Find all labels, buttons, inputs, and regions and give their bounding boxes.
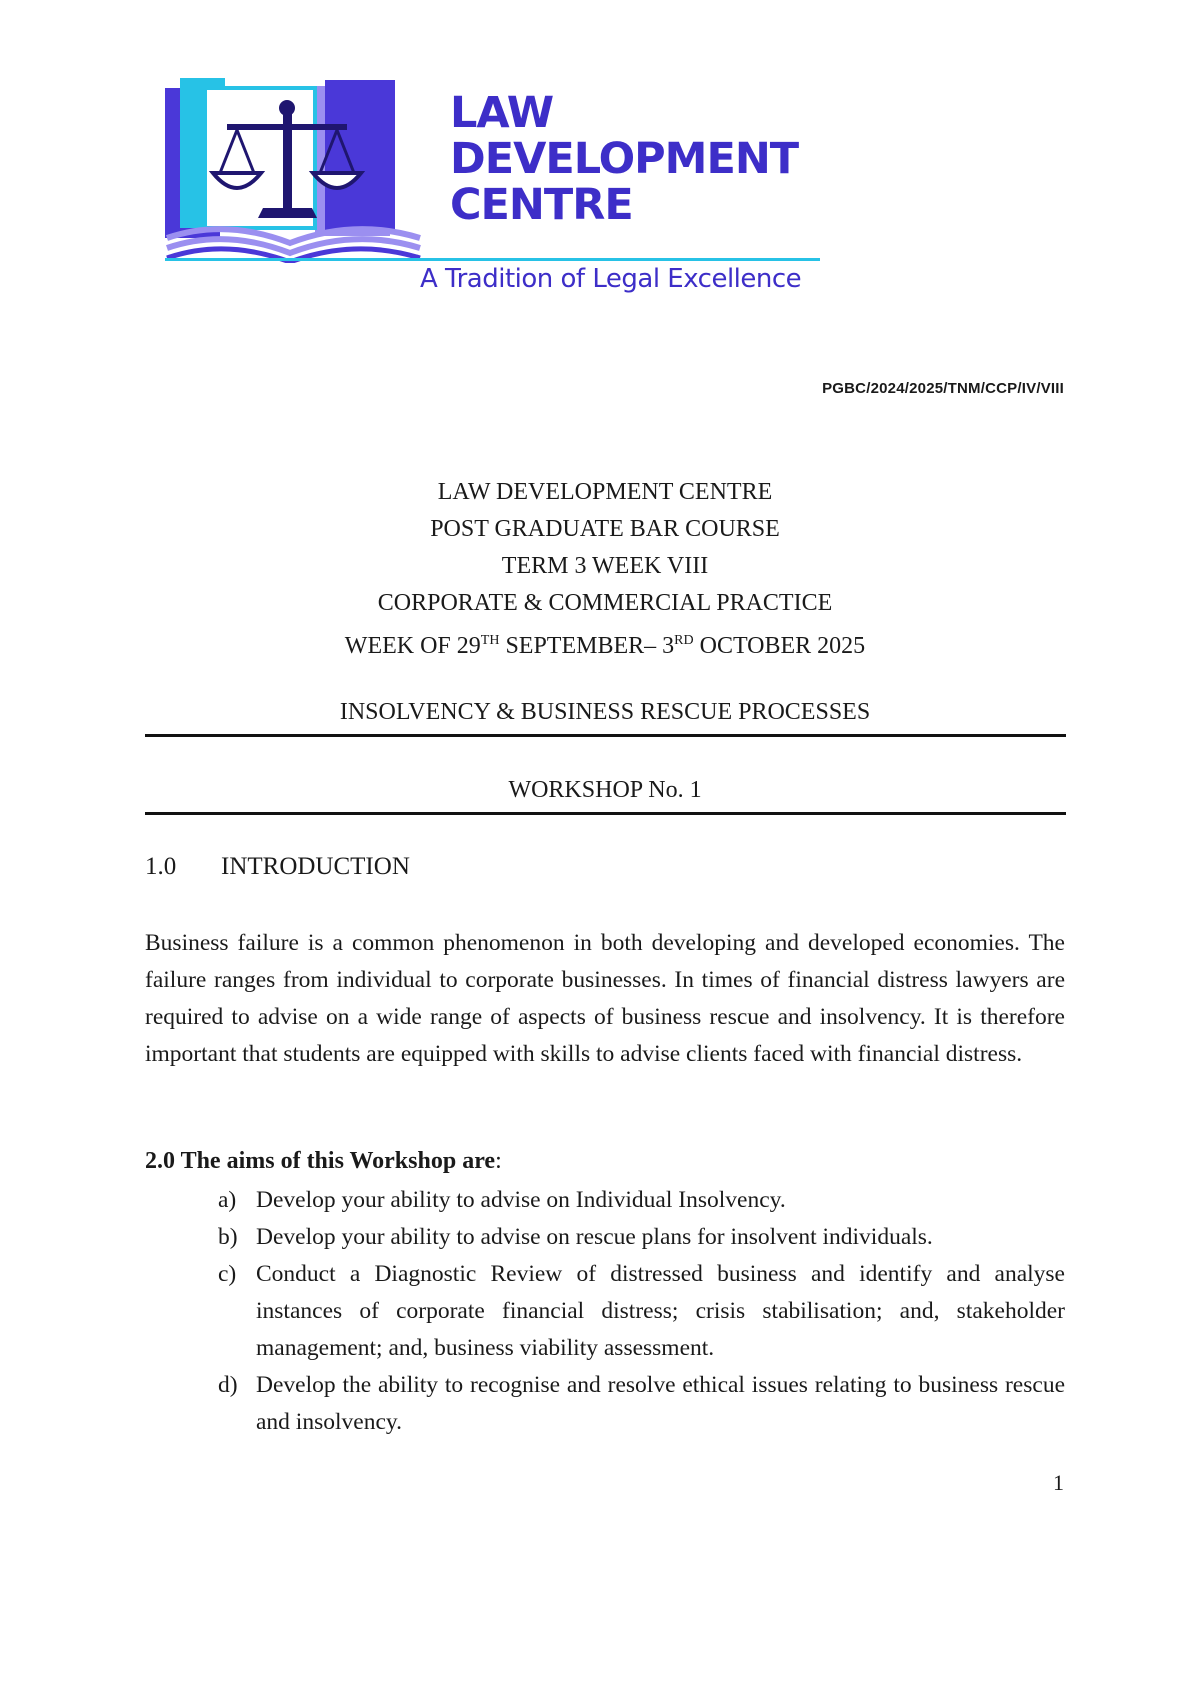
heading-line-1: LAW DEVELOPMENT CENTRE bbox=[437, 479, 773, 505]
section-1-number: 1.0 bbox=[145, 853, 177, 880]
list-marker: b) bbox=[218, 1224, 238, 1250]
divider-2 bbox=[145, 812, 1066, 815]
list-marker: d) bbox=[218, 1372, 238, 1398]
list-text: Develop the ability to recognise and resolve ethical issues relating to business rescue and insolvency. bbox=[256, 1372, 1065, 1435]
list-item bbox=[218, 1219, 1065, 1256]
subject-block bbox=[145, 694, 1065, 731]
section-1-heading bbox=[145, 853, 410, 881]
divider-1 bbox=[145, 734, 1066, 737]
week-sup-1: TH bbox=[480, 633, 500, 648]
list-text: Develop your ability to advise on rescue plans for insolvent individuals. bbox=[256, 1224, 933, 1250]
section-2-colon: : bbox=[495, 1148, 502, 1174]
heading-week-line bbox=[145, 622, 1065, 665]
week-sup-2: RD bbox=[674, 633, 694, 648]
list-item bbox=[218, 1182, 1065, 1219]
section-2-title: 2.0 The aims of this Workshop are bbox=[145, 1148, 496, 1174]
book-scales-icon bbox=[165, 78, 425, 263]
logo-line-2: DEVELOPMENT bbox=[450, 134, 799, 184]
list-text: Conduct a Diagnostic Review of distressed business and identify and analyse instances of corporate financial distress; crisis stabilisation; and, stakeholder management; and, business viability assessment. bbox=[256, 1261, 1065, 1361]
heading-line-3: TERM 3 WEEK VIII bbox=[501, 553, 709, 579]
list-item bbox=[218, 1256, 1065, 1367]
heading-line-2: POST GRADUATE BAR COURSE bbox=[430, 516, 780, 542]
logo-line-3: CENTRE bbox=[450, 180, 633, 230]
section-1-title: INTRODUCTION bbox=[221, 853, 410, 880]
document-reference: PGBC/2024/2025/TNM/CCP/IV/VIII bbox=[822, 380, 1064, 397]
week-mid: SEPTEMBER– 3 bbox=[499, 633, 675, 659]
aims-list bbox=[218, 1182, 1065, 1441]
page-number: 1 bbox=[1053, 1470, 1064, 1495]
section-1-body: Business failure is a common phenomenon in both developing and developed economies. The failure ranges from individual to corporate businesses. In times of financial distress lawyers are required to advise on a wide range of aspects of business rescue and insolvency. It is therefore important that students are equipped with skills to advise clients faced with financial distress. bbox=[145, 930, 1065, 1067]
section-2-heading bbox=[145, 1148, 502, 1175]
logo bbox=[165, 78, 825, 303]
week-suffix: OCTOBER 2025 bbox=[693, 633, 866, 659]
subject-title: INSOLVENCY & BUSINESS RESCUE PROCESSES bbox=[339, 699, 871, 725]
workshop-block bbox=[145, 772, 1065, 809]
week-prefix: WEEK OF 29 bbox=[344, 633, 481, 659]
logo-tagline: A Tradition of Legal Excellence bbox=[420, 264, 802, 294]
heading-line-4: CORPORATE & COMMERCIAL PRACTICE bbox=[377, 590, 833, 616]
logo-line-1: LAW bbox=[450, 88, 554, 138]
document-heading bbox=[145, 474, 1065, 665]
logo-title bbox=[450, 90, 798, 228]
list-text: Develop your ability to advise on Individual Insolvency. bbox=[256, 1187, 786, 1213]
logo-underline bbox=[165, 258, 820, 261]
list-marker: c) bbox=[218, 1261, 237, 1287]
workshop-title: WORKSHOP No. 1 bbox=[508, 777, 702, 803]
list-marker: a) bbox=[218, 1187, 237, 1213]
list-item bbox=[218, 1367, 1065, 1441]
